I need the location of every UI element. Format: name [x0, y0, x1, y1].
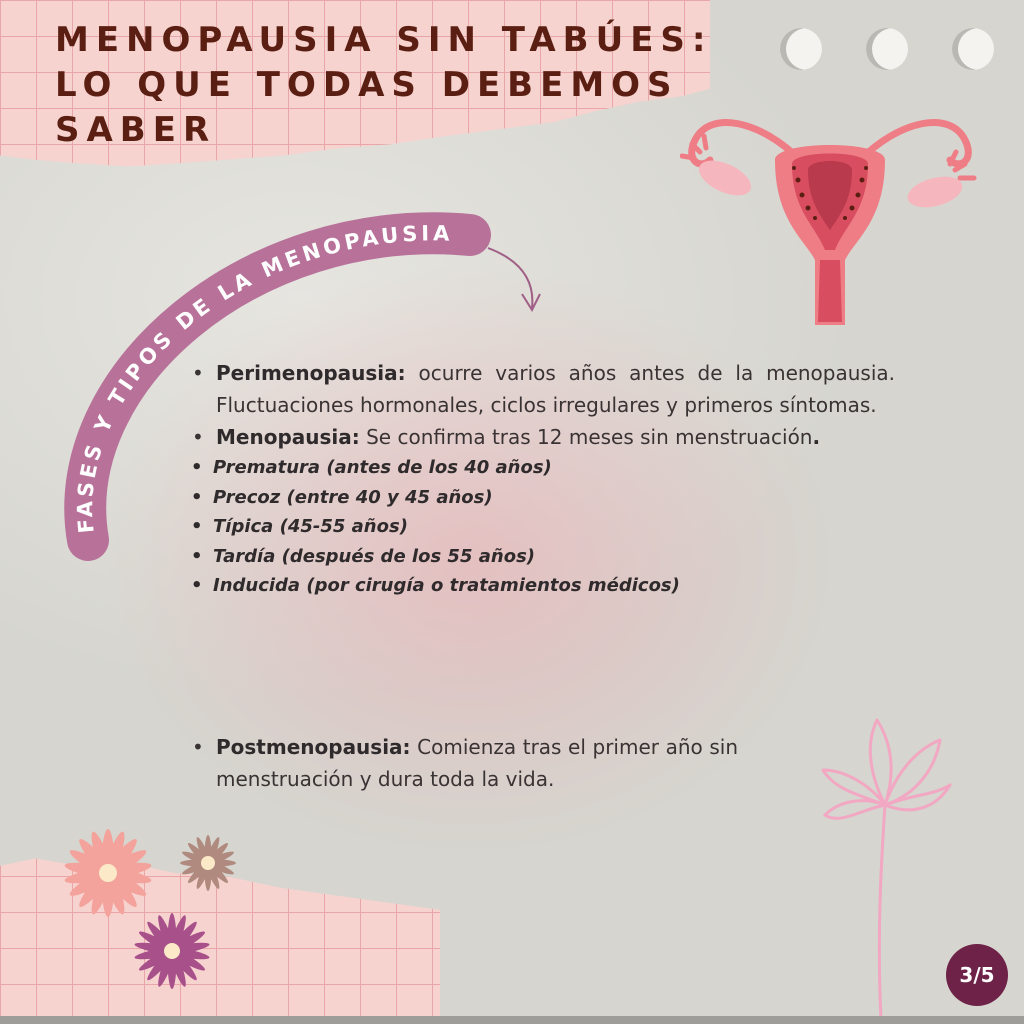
phase-text: Se confirma tras 12 meses sin menstruación	[366, 425, 813, 449]
phase-trail: .	[812, 425, 821, 449]
type-item: • Prematura (antes de los 40 años)	[190, 453, 895, 483]
type-item: • Típica (45-55 años)	[190, 512, 895, 542]
title-line-1: MENOPAUSIA SIN TABÚES:	[55, 20, 713, 60]
title-line-3: SABER	[55, 110, 217, 150]
phase-name: Perimenopausia:	[216, 361, 406, 385]
bottom-border	[0, 1016, 1024, 1024]
phase-name: Postmenopausia:	[216, 735, 411, 759]
daisy-icon	[50, 815, 300, 1005]
phase-item-postmenopausia	[190, 731, 738, 795]
type-item: • Tardía (después de los 55 años)	[190, 542, 895, 572]
phase-item-menopausia	[190, 421, 895, 453]
type-item: • Precoz (entre 40 y 45 años)	[190, 483, 895, 513]
phase-name: Menopausia:	[216, 425, 360, 449]
arrow-icon	[488, 248, 540, 310]
page-indicator: 3/5	[946, 944, 1008, 1006]
title-line-2: LO QUE TODAS DEBEMOS	[55, 65, 679, 105]
flower-outline-icon	[815, 715, 955, 1024]
phases-list-post	[190, 731, 738, 795]
phase-text: ocurre varios años antes de la menopausia. Fluctuaciones hormonales, ciclos irregulares y primeros síntomas.	[216, 361, 896, 417]
phase-item-perimenopausia	[190, 357, 895, 421]
menopause-types-list	[190, 453, 895, 601]
phases-list	[190, 357, 895, 601]
phase-text: Comienza tras el primer año sin menstruación y dura toda la vida.	[216, 735, 738, 791]
type-item: • Inducida (por cirugía o tratamientos médicos)	[190, 571, 895, 601]
section-label: FASES Y TIPOS DE LA MENOPAUSIA	[73, 221, 454, 535]
